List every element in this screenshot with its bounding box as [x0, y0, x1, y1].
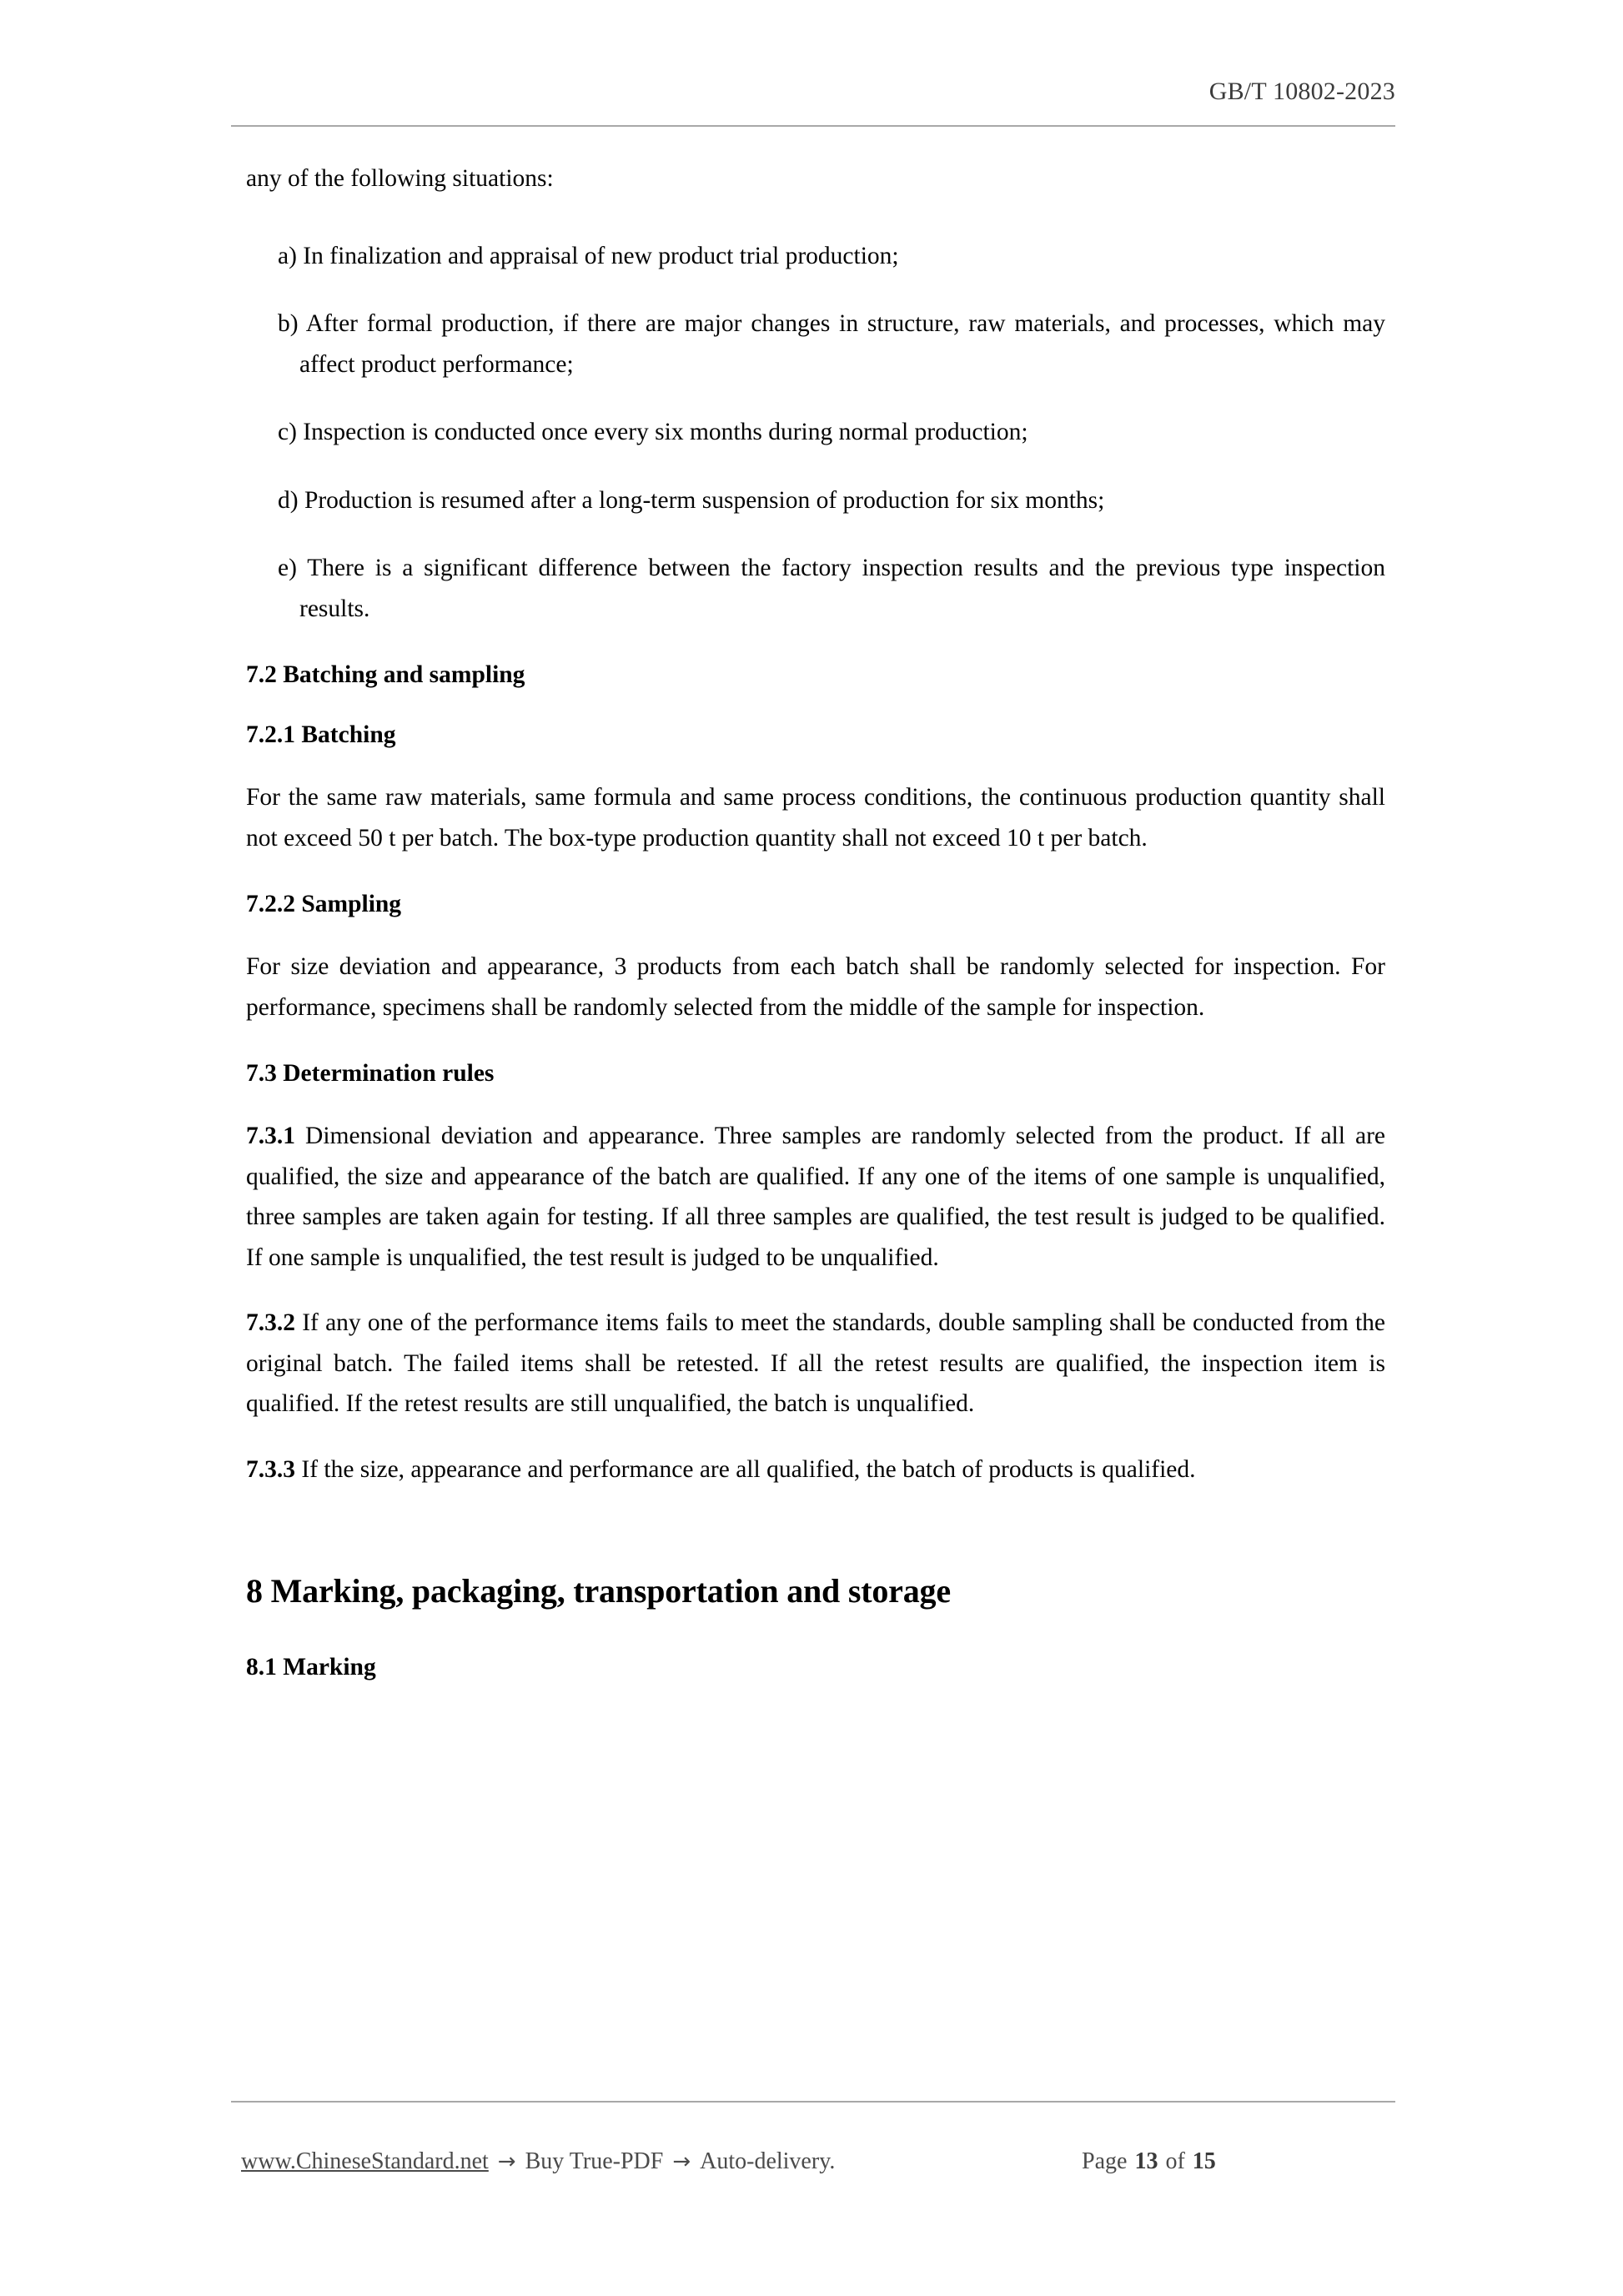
- spacer: [246, 858, 1385, 887]
- page-word: Page: [1082, 2148, 1128, 2174]
- page-content: [246, 158, 1385, 1685]
- list-item: d) Production is resumed after a long-term suspension of production for six months;: [278, 486, 1105, 514]
- paragraph-7-3-1: [246, 1116, 1385, 1278]
- heading-8-1: 8.1 Marking: [246, 1654, 376, 1681]
- clause-text-7-3-3: If the size, appearance and performance are all qualified, the batch of products is qualified.: [295, 1455, 1196, 1483]
- clause-number-7-3-3: 7.3.3: [246, 1455, 295, 1483]
- list-item: b) After formal production, if there are major changes in structure, raw materials, and processes, which may affect product performance;: [278, 310, 1385, 378]
- paragraph-7-3-2: [246, 1303, 1385, 1424]
- heading-7-2: 7.2 Batching and sampling: [246, 661, 525, 688]
- list-item: a) In finalization and appraisal of new product trial production;: [278, 242, 899, 269]
- buy-label: Buy True-PDF: [525, 2148, 664, 2174]
- heading-7-2-2: 7.2.2 Sampling: [246, 891, 402, 917]
- spacer: [246, 1424, 1385, 1449]
- spacer: [246, 629, 1385, 657]
- standard-number: GB/T 10802-2023: [1208, 78, 1395, 105]
- list-item: c) Inspection is conducted once every six months during normal production;: [278, 419, 1028, 445]
- header-divider: [231, 125, 1395, 127]
- footer-divider: [231, 2101, 1395, 2103]
- heading-7-3: 7.3 Determination rules: [246, 1060, 495, 1087]
- arrow-right-icon-2: →: [672, 2149, 691, 2174]
- spacer: [246, 922, 1385, 947]
- page-header: [231, 77, 1395, 127]
- clause-number-7-3-1: 7.3.1: [246, 1123, 295, 1149]
- paragraph-7-2-2: For size deviation and appearance, 3 products from each batch shall be randomly selected for inspection. For performance, specimens shall be randomly selected from the middle of the sample for inspection.: [246, 953, 1385, 1021]
- spacer: [246, 199, 1385, 236]
- lead-paragraph: any of the following situations:: [246, 165, 554, 192]
- of-word: of: [1165, 2148, 1185, 2174]
- current-page-number: 13: [1134, 2148, 1158, 2174]
- spacer: [246, 1490, 1385, 1570]
- heading-7-2-1: 7.2.1 Batching: [246, 721, 396, 748]
- clause-text-7-3-1: Dimensional deviation and appearance. Three samples are randomly selected from the product. If all are qualified, the size and appearance of the batch are qualified. If any one of the items of one sample is unqualified, three samples are taken again for testing. If all three samples are qualified, the test result is judged to be qualified. If one sample is unqualified, the test result is judged to be unqualified.: [246, 1123, 1385, 1271]
- delivery-label: Auto-delivery.: [700, 2148, 836, 2174]
- paragraph-7-3-3: [246, 1449, 1385, 1490]
- site-url-link[interactable]: www.ChineseStandard.net: [241, 2148, 489, 2174]
- spacer: [246, 1027, 1385, 1056]
- footer-row: [231, 2144, 1395, 2186]
- page-indicator: [1082, 2144, 1216, 2179]
- spacer: [246, 752, 1385, 777]
- paragraph-7-2-1: For the same raw materials, same formula and same process conditions, the continuous production quantity shall not exceed 50 t per batch. The box-type production quantity shall not exceed 10 t per batch.: [246, 784, 1385, 852]
- spacer: [246, 692, 1385, 717]
- total-page-number: 15: [1192, 2148, 1216, 2174]
- clause-text-7-3-2: If any one of the performance items fails to meet the standards, double sampling shall be conducted from the original batch. The failed items shall be retested. If all the retest results are qualified, the inspection item is qualified. If the retest results are still unqualified, the batch is unqualified.: [246, 1309, 1385, 1417]
- arrow-right-icon: →: [497, 2149, 516, 2174]
- spacer: [246, 1613, 1385, 1650]
- spacer: [246, 1278, 1385, 1303]
- heading-chapter-8: 8 Marking, packaging, transportation and storage: [246, 1572, 951, 1610]
- conditions-list: [246, 236, 1385, 630]
- footer-promo: [241, 2144, 835, 2179]
- list-item: e) There is a significant difference between the factory inspection results and the previous type inspection results.: [278, 555, 1385, 622]
- clause-number-7-3-2: 7.3.2: [246, 1309, 295, 1336]
- spacer: [246, 1091, 1385, 1116]
